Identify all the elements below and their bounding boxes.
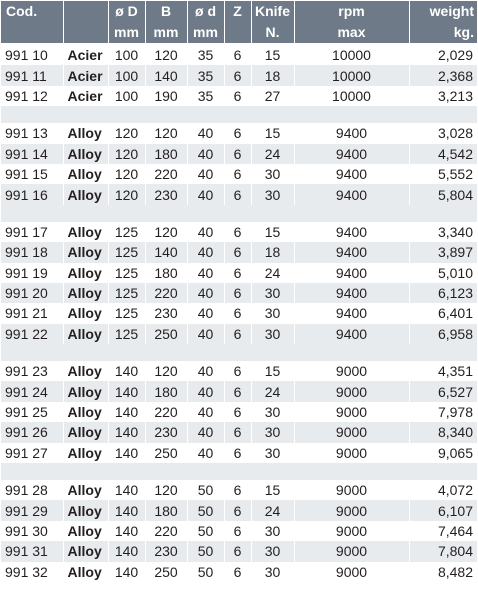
knife-count-cell: 30: [251, 541, 294, 561]
bore-diameter-cell: 40: [187, 283, 224, 303]
header-row-1: [1, 1, 477, 22]
width-cell: 120: [145, 123, 187, 143]
weight-cell: 6,958: [409, 324, 477, 344]
outer-diameter-cell: 125: [108, 324, 145, 344]
knife-count-cell: 15: [251, 123, 294, 143]
knife-count-cell: 15: [251, 222, 294, 242]
bore-diameter-cell: 50: [187, 500, 224, 520]
code-cell: 991 30: [1, 521, 63, 541]
rpm-max-cell: 9400: [294, 324, 409, 344]
bore-diameter-cell: 40: [187, 263, 224, 283]
weight-cell: 6,401: [409, 303, 477, 323]
spec-table: [1, 1, 478, 582]
width-cell: 120: [145, 480, 187, 500]
width-cell: 180: [145, 500, 187, 520]
rpm-max-cell: 10000: [294, 44, 409, 65]
knife-count-cell: 24: [251, 381, 294, 401]
table-row: [1, 86, 477, 106]
outer-diameter-cell: 140: [108, 361, 145, 381]
knife-count-cell: 30: [251, 443, 294, 463]
header-width-unit: mm: [145, 22, 187, 44]
header-knife-unit: N.: [251, 22, 294, 44]
code-cell: 991 17: [1, 222, 63, 242]
material-cell: Alloy: [63, 480, 108, 500]
outer-diameter-cell: 100: [108, 44, 145, 65]
weight-cell: 7,978: [409, 402, 477, 422]
bore-diameter-cell: 40: [187, 144, 224, 164]
width-cell: 230: [145, 303, 187, 323]
bore-diameter-cell: 40: [187, 164, 224, 184]
header-width: B: [145, 1, 187, 22]
outer-diameter-cell: 140: [108, 541, 145, 561]
material-cell: Alloy: [63, 242, 108, 262]
table-row: [1, 303, 477, 323]
rpm-max-cell: 9000: [294, 381, 409, 401]
group-spacer-cell: [1, 205, 477, 222]
rpm-max-cell: 9000: [294, 541, 409, 561]
weight-cell: 3,340: [409, 222, 477, 242]
outer-diameter-cell: 125: [108, 222, 145, 242]
z-cell: 6: [224, 86, 251, 106]
table-header: [1, 1, 477, 44]
material-cell: Alloy: [63, 500, 108, 520]
width-cell: 230: [145, 422, 187, 442]
header-row-2: [1, 22, 477, 44]
z-cell: 6: [224, 324, 251, 344]
weight-cell: 8,340: [409, 422, 477, 442]
header-material: [63, 1, 108, 22]
bore-diameter-cell: 40: [187, 222, 224, 242]
material-cell: Alloy: [63, 263, 108, 283]
outer-diameter-cell: 140: [108, 480, 145, 500]
table-row: [1, 242, 477, 262]
material-cell: Acier: [63, 65, 108, 85]
rpm-max-cell: 10000: [294, 65, 409, 85]
table-row: [1, 541, 477, 561]
width-cell: 250: [145, 324, 187, 344]
outer-diameter-cell: 120: [108, 123, 145, 143]
width-cell: 180: [145, 263, 187, 283]
group-spacer-row: [1, 205, 477, 222]
bore-diameter-cell: 40: [187, 303, 224, 323]
code-cell: 991 25: [1, 402, 63, 422]
rpm-max-cell: 9400: [294, 283, 409, 303]
bore-diameter-cell: 40: [187, 443, 224, 463]
material-cell: Alloy: [63, 184, 108, 204]
weight-cell: 7,464: [409, 521, 477, 541]
code-cell: 991 21: [1, 303, 63, 323]
code-cell: 991 29: [1, 500, 63, 520]
material-cell: Alloy: [63, 283, 108, 303]
width-cell: 120: [145, 44, 187, 65]
knife-count-cell: 30: [251, 184, 294, 204]
z-cell: 6: [224, 521, 251, 541]
rpm-max-cell: 9000: [294, 422, 409, 442]
width-cell: 230: [145, 541, 187, 561]
header-outer-diameter: ø D: [108, 1, 145, 22]
code-cell: 991 27: [1, 443, 63, 463]
header-z-unit: [224, 22, 251, 44]
weight-cell: 6,527: [409, 381, 477, 401]
header-outer-diameter-unit: mm: [108, 22, 145, 44]
knife-count-cell: 30: [251, 283, 294, 303]
bore-diameter-cell: 40: [187, 184, 224, 204]
table-row: [1, 361, 477, 381]
outer-diameter-cell: 125: [108, 283, 145, 303]
table-row: [1, 222, 477, 242]
header-code-unit: [1, 22, 63, 44]
table-row: [1, 562, 477, 582]
width-cell: 190: [145, 86, 187, 106]
z-cell: 6: [224, 144, 251, 164]
bore-diameter-cell: 40: [187, 381, 224, 401]
knife-count-cell: 27: [251, 86, 294, 106]
z-cell: 6: [224, 222, 251, 242]
group-spacer-cell: [1, 344, 477, 361]
table-row: [1, 184, 477, 204]
weight-cell: 3,028: [409, 123, 477, 143]
outer-diameter-cell: 140: [108, 500, 145, 520]
rpm-max-cell: 9400: [294, 242, 409, 262]
knife-count-cell: 15: [251, 44, 294, 65]
group-spacer-row: [1, 463, 477, 480]
weight-cell: 4,072: [409, 480, 477, 500]
z-cell: 6: [224, 480, 251, 500]
code-cell: 991 18: [1, 242, 63, 262]
bore-diameter-cell: 35: [187, 44, 224, 65]
width-cell: 220: [145, 164, 187, 184]
knife-count-cell: 15: [251, 361, 294, 381]
group-spacer-cell: [1, 106, 477, 123]
z-cell: 6: [224, 562, 251, 582]
table-body: [1, 44, 477, 582]
table-row: [1, 324, 477, 344]
width-cell: 250: [145, 562, 187, 582]
rpm-max-cell: 9400: [294, 222, 409, 242]
z-cell: 6: [224, 65, 251, 85]
material-cell: Alloy: [63, 541, 108, 561]
knife-count-cell: 30: [251, 422, 294, 442]
knife-count-cell: 18: [251, 65, 294, 85]
knife-count-cell: 30: [251, 303, 294, 323]
material-cell: Alloy: [63, 164, 108, 184]
outer-diameter-cell: 140: [108, 422, 145, 442]
table-row: [1, 263, 477, 283]
outer-diameter-cell: 140: [108, 443, 145, 463]
weight-cell: 3,213: [409, 86, 477, 106]
z-cell: 6: [224, 123, 251, 143]
z-cell: 6: [224, 381, 251, 401]
z-cell: 6: [224, 361, 251, 381]
table-row: [1, 123, 477, 143]
knife-count-cell: 30: [251, 562, 294, 582]
header-code: Cod.: [1, 1, 63, 22]
bore-diameter-cell: 40: [187, 402, 224, 422]
code-cell: 991 22: [1, 324, 63, 344]
header-rpm: rpm: [294, 1, 409, 22]
z-cell: 6: [224, 283, 251, 303]
weight-cell: 5,552: [409, 164, 477, 184]
width-cell: 250: [145, 443, 187, 463]
material-cell: Alloy: [63, 123, 108, 143]
code-cell: 991 28: [1, 480, 63, 500]
header-material-unit: [63, 22, 108, 44]
knife-count-cell: 30: [251, 521, 294, 541]
rpm-max-cell: 9400: [294, 184, 409, 204]
outer-diameter-cell: 100: [108, 65, 145, 85]
width-cell: 220: [145, 402, 187, 422]
outer-diameter-cell: 120: [108, 184, 145, 204]
weight-cell: 6,123: [409, 283, 477, 303]
outer-diameter-cell: 120: [108, 144, 145, 164]
weight-cell: 7,804: [409, 541, 477, 561]
outer-diameter-cell: 125: [108, 303, 145, 323]
header-weight: weight: [409, 1, 477, 22]
knife-count-cell: 30: [251, 324, 294, 344]
code-cell: 991 14: [1, 144, 63, 164]
outer-diameter-cell: 140: [108, 402, 145, 422]
code-cell: 991 24: [1, 381, 63, 401]
z-cell: 6: [224, 402, 251, 422]
header-rpm-unit: max: [294, 22, 409, 44]
material-cell: Acier: [63, 86, 108, 106]
material-cell: Acier: [63, 44, 108, 65]
table-row: [1, 521, 477, 541]
table-row: [1, 65, 477, 85]
code-cell: 991 12: [1, 86, 63, 106]
outer-diameter-cell: 140: [108, 562, 145, 582]
z-cell: 6: [224, 263, 251, 283]
code-cell: 991 26: [1, 422, 63, 442]
width-cell: 120: [145, 222, 187, 242]
bore-diameter-cell: 40: [187, 324, 224, 344]
rpm-max-cell: 9000: [294, 402, 409, 422]
z-cell: 6: [224, 44, 251, 65]
header-bore-diameter: ø d: [187, 1, 224, 22]
table-row: [1, 283, 477, 303]
weight-cell: 6,107: [409, 500, 477, 520]
code-cell: 991 23: [1, 361, 63, 381]
material-cell: Alloy: [63, 402, 108, 422]
material-cell: Alloy: [63, 521, 108, 541]
z-cell: 6: [224, 443, 251, 463]
material-cell: Alloy: [63, 324, 108, 344]
table-row: [1, 500, 477, 520]
z-cell: 6: [224, 242, 251, 262]
bore-diameter-cell: 40: [187, 361, 224, 381]
width-cell: 230: [145, 184, 187, 204]
rpm-max-cell: 9000: [294, 443, 409, 463]
table-row: [1, 422, 477, 442]
material-cell: Alloy: [63, 381, 108, 401]
width-cell: 120: [145, 361, 187, 381]
code-cell: 991 32: [1, 562, 63, 582]
group-spacer-cell: [1, 463, 477, 480]
rpm-max-cell: 10000: [294, 86, 409, 106]
outer-diameter-cell: 100: [108, 86, 145, 106]
bore-diameter-cell: 50: [187, 541, 224, 561]
table-row: [1, 44, 477, 65]
bore-diameter-cell: 40: [187, 422, 224, 442]
table-row: [1, 443, 477, 463]
code-cell: 991 15: [1, 164, 63, 184]
table-row: [1, 381, 477, 401]
weight-cell: 5,010: [409, 263, 477, 283]
width-cell: 180: [145, 381, 187, 401]
z-cell: 6: [224, 422, 251, 442]
code-cell: 991 16: [1, 184, 63, 204]
z-cell: 6: [224, 500, 251, 520]
material-cell: Alloy: [63, 422, 108, 442]
outer-diameter-cell: 140: [108, 381, 145, 401]
width-cell: 140: [145, 242, 187, 262]
weight-cell: 5,804: [409, 184, 477, 204]
weight-cell: 4,542: [409, 144, 477, 164]
code-cell: 991 13: [1, 123, 63, 143]
weight-cell: 4,351: [409, 361, 477, 381]
bore-diameter-cell: 40: [187, 242, 224, 262]
code-cell: 991 31: [1, 541, 63, 561]
width-cell: 220: [145, 283, 187, 303]
header-bore-diameter-unit: mm: [187, 22, 224, 44]
bore-diameter-cell: 50: [187, 562, 224, 582]
bore-diameter-cell: 40: [187, 123, 224, 143]
weight-cell: 2,368: [409, 65, 477, 85]
z-cell: 6: [224, 164, 251, 184]
knife-count-cell: 24: [251, 500, 294, 520]
header-z: Z: [224, 1, 251, 22]
weight-cell: 9,065: [409, 443, 477, 463]
width-cell: 140: [145, 65, 187, 85]
weight-cell: 8,482: [409, 562, 477, 582]
outer-diameter-cell: 125: [108, 242, 145, 262]
code-cell: 991 20: [1, 283, 63, 303]
width-cell: 180: [145, 144, 187, 164]
rpm-max-cell: 9400: [294, 144, 409, 164]
rpm-max-cell: 9000: [294, 480, 409, 500]
rpm-max-cell: 9400: [294, 263, 409, 283]
rpm-max-cell: 9400: [294, 123, 409, 143]
table-row: [1, 402, 477, 422]
material-cell: Alloy: [63, 222, 108, 242]
material-cell: Alloy: [63, 443, 108, 463]
code-cell: 991 11: [1, 65, 63, 85]
z-cell: 6: [224, 541, 251, 561]
knife-count-cell: 30: [251, 164, 294, 184]
rpm-max-cell: 9000: [294, 521, 409, 541]
width-cell: 220: [145, 521, 187, 541]
weight-cell: 3,897: [409, 242, 477, 262]
rpm-max-cell: 9000: [294, 361, 409, 381]
header-knife: Knife: [251, 1, 294, 22]
material-cell: Alloy: [63, 303, 108, 323]
group-spacer-row: [1, 106, 477, 123]
material-cell: Alloy: [63, 144, 108, 164]
rpm-max-cell: 9000: [294, 562, 409, 582]
outer-diameter-cell: 140: [108, 521, 145, 541]
header-weight-unit: kg.: [409, 22, 477, 44]
knife-count-cell: 30: [251, 402, 294, 422]
table-row: [1, 164, 477, 184]
group-spacer-row: [1, 344, 477, 361]
rpm-max-cell: 9000: [294, 500, 409, 520]
knife-count-cell: 24: [251, 263, 294, 283]
bore-diameter-cell: 35: [187, 86, 224, 106]
material-cell: Alloy: [63, 562, 108, 582]
bore-diameter-cell: 35: [187, 65, 224, 85]
table-row: [1, 480, 477, 500]
z-cell: 6: [224, 184, 251, 204]
table-row: [1, 144, 477, 164]
rpm-max-cell: 9400: [294, 164, 409, 184]
z-cell: 6: [224, 303, 251, 323]
bore-diameter-cell: 50: [187, 480, 224, 500]
knife-count-cell: 18: [251, 242, 294, 262]
code-cell: 991 10: [1, 44, 63, 65]
material-cell: Alloy: [63, 361, 108, 381]
code-cell: 991 19: [1, 263, 63, 283]
bore-diameter-cell: 50: [187, 521, 224, 541]
knife-count-cell: 15: [251, 480, 294, 500]
weight-cell: 2,029: [409, 44, 477, 65]
outer-diameter-cell: 120: [108, 164, 145, 184]
rpm-max-cell: 9400: [294, 303, 409, 323]
knife-count-cell: 24: [251, 144, 294, 164]
outer-diameter-cell: 125: [108, 263, 145, 283]
